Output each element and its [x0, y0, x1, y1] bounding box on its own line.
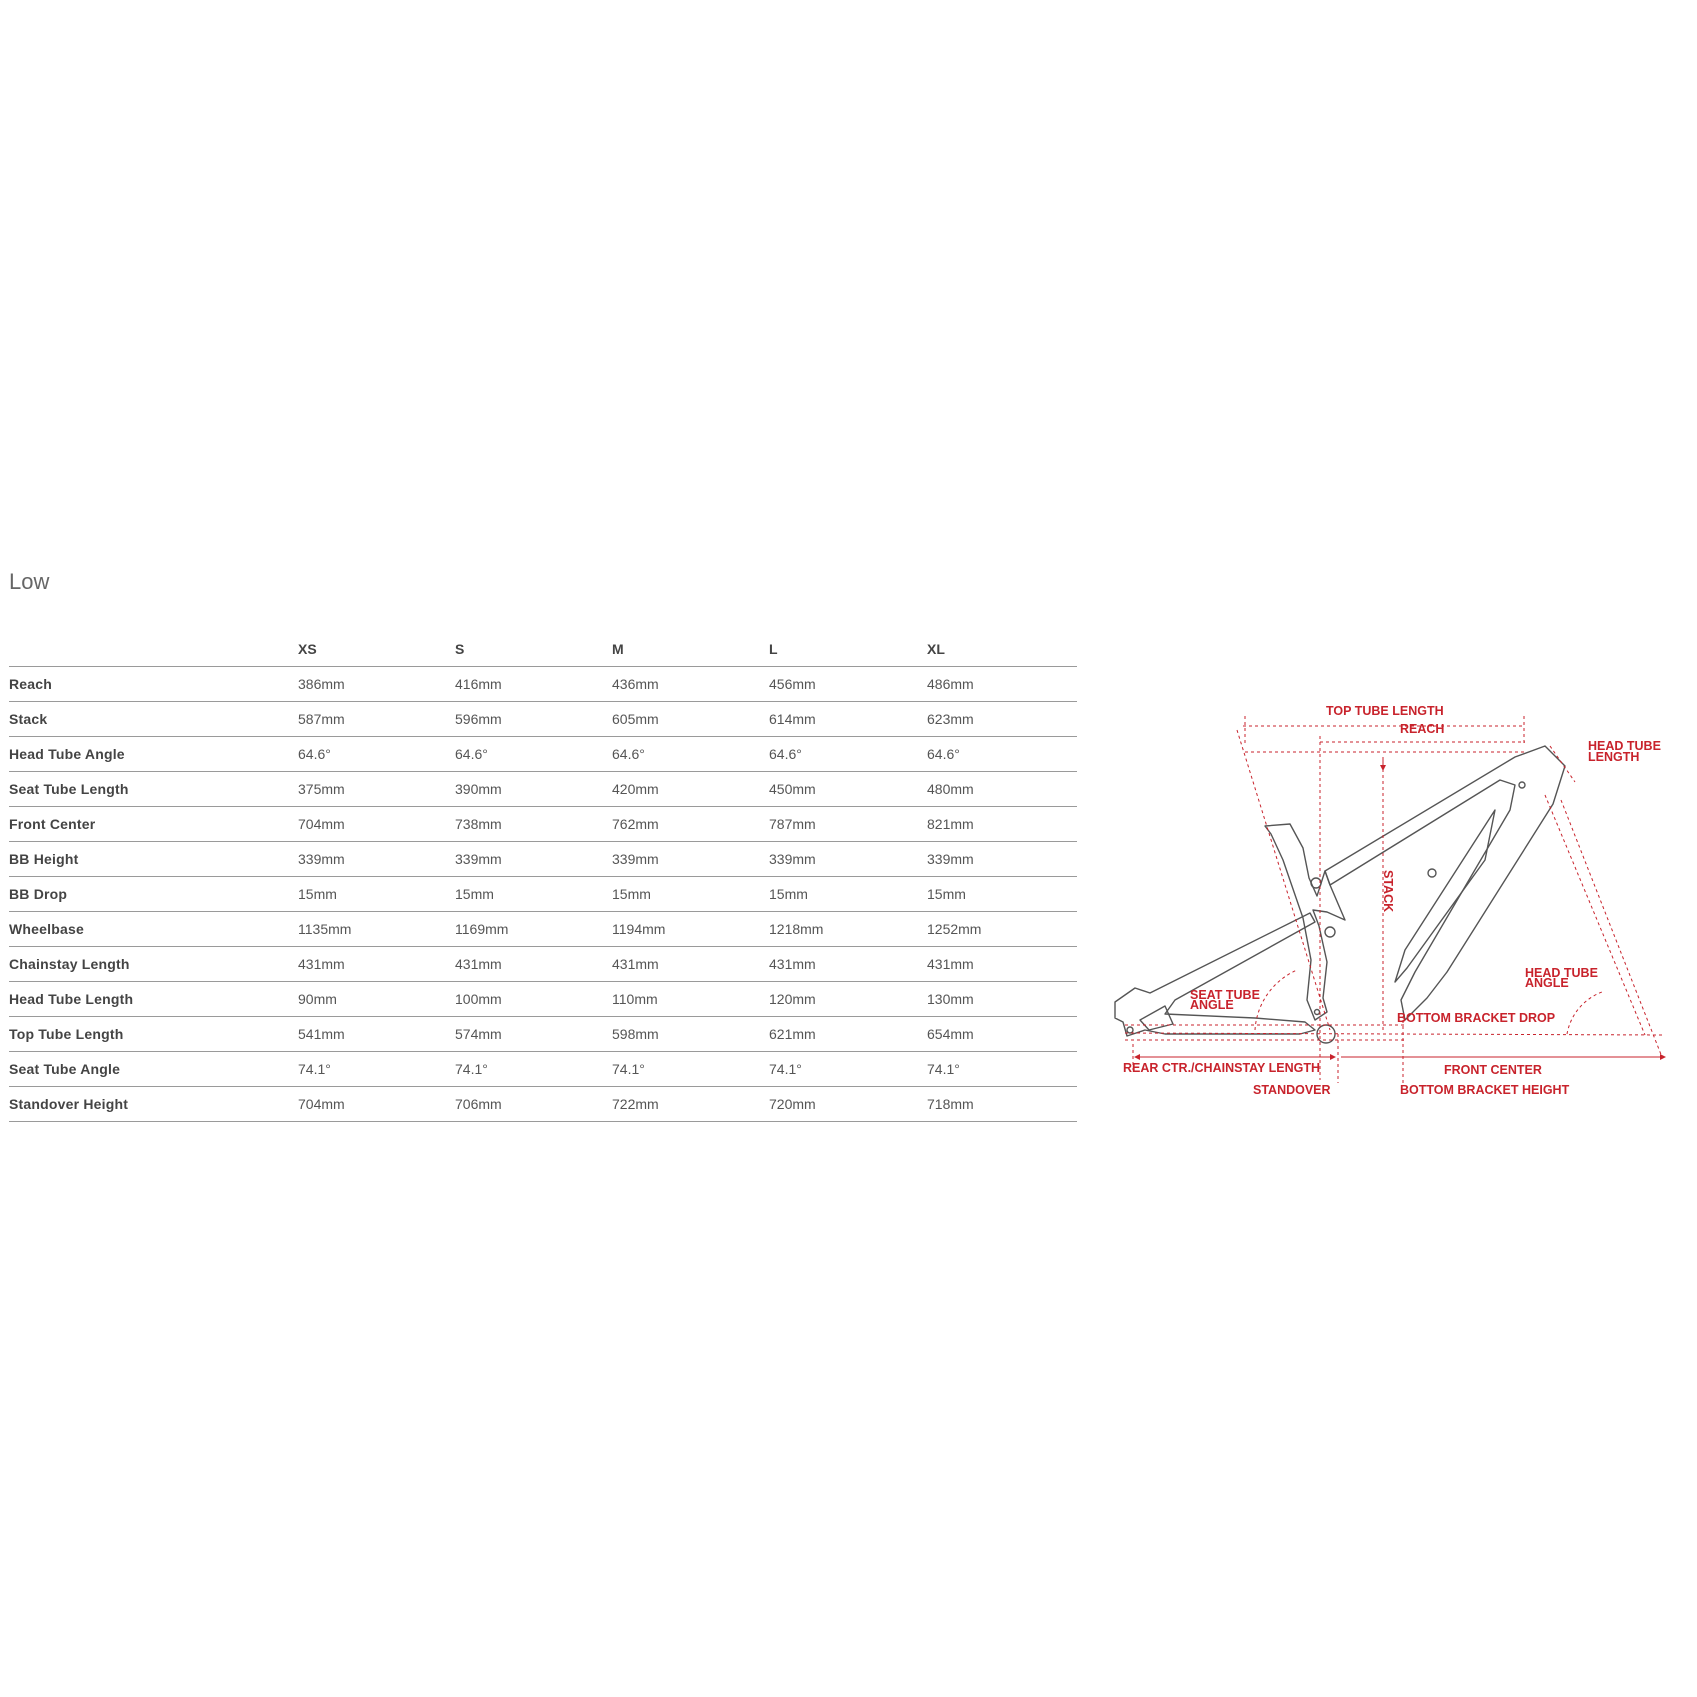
table-cell: 718mm: [927, 1087, 1077, 1122]
table-cell: 15mm: [298, 877, 455, 912]
row-label: Chainstay Length: [9, 947, 298, 982]
table-cell: 420mm: [612, 772, 769, 807]
table-cell: 64.6°: [769, 737, 927, 772]
table-cell: 480mm: [927, 772, 1077, 807]
table-cell: 1194mm: [612, 912, 769, 947]
table-cell: 339mm: [769, 842, 927, 877]
frame-geometry-diagram: [1105, 700, 1695, 1100]
table-cell: 339mm: [455, 842, 612, 877]
table-row: [9, 1087, 1077, 1122]
row-label: BB Height: [9, 842, 298, 877]
table-cell: 74.1°: [298, 1052, 455, 1087]
row-label: Stack: [9, 702, 298, 737]
table-cell: 621mm: [769, 1017, 927, 1052]
table-cell: 436mm: [612, 667, 769, 702]
column-header-m: M: [612, 632, 769, 667]
table-body: [9, 667, 1077, 1122]
table-cell: 574mm: [455, 1017, 612, 1052]
table-cell: 450mm: [769, 772, 927, 807]
table-cell: 74.1°: [769, 1052, 927, 1087]
table-cell: 390mm: [455, 772, 612, 807]
table-cell: 64.6°: [455, 737, 612, 772]
label-reach: REACH: [1400, 722, 1445, 736]
table-row: [9, 737, 1077, 772]
label-seat-tube-angle-1: SEAT TUBE: [1190, 988, 1260, 1002]
table-row: [9, 877, 1077, 912]
column-header: [9, 632, 298, 667]
table-cell: 120mm: [769, 982, 927, 1017]
table-row: [9, 702, 1077, 737]
table-row: [9, 807, 1077, 842]
table-cell: 1135mm: [298, 912, 455, 947]
label-bottom-bracket-drop: BOTTOM BRACKET DROP: [1397, 1011, 1556, 1025]
table-cell: 15mm: [927, 877, 1077, 912]
table-cell: 375mm: [298, 772, 455, 807]
table-row: [9, 1017, 1077, 1052]
bike-frame: [1115, 746, 1565, 1043]
table-cell: 431mm: [927, 947, 1077, 982]
table-cell: 704mm: [298, 1087, 455, 1122]
table-row: [9, 982, 1077, 1017]
table-cell: 787mm: [769, 807, 927, 842]
label-seat-tube-angle-2: ANGLE: [1190, 998, 1234, 1012]
row-label: Standover Height: [9, 1087, 298, 1122]
label-top-tube-length: TOP TUBE LENGTH: [1326, 704, 1444, 718]
table-cell: 623mm: [927, 702, 1077, 737]
table-cell: 762mm: [612, 807, 769, 842]
table-cell: 1252mm: [927, 912, 1077, 947]
row-label: Wheelbase: [9, 912, 298, 947]
table-cell: 541mm: [298, 1017, 455, 1052]
section-title: Low: [9, 569, 50, 594]
table-cell: 64.6°: [298, 737, 455, 772]
label-head-tube-length-1: HEAD TUBE: [1588, 739, 1661, 753]
table-cell: 90mm: [298, 982, 455, 1017]
column-header-xs: XS: [298, 632, 455, 667]
column-header-s: S: [455, 632, 612, 667]
table-row: [9, 1052, 1077, 1087]
table-cell: 74.1°: [612, 1052, 769, 1087]
table-cell: 722mm: [612, 1087, 769, 1122]
table-header-row: [9, 632, 1077, 667]
column-header-xl: XL: [927, 632, 1077, 667]
row-label: Seat Tube Angle: [9, 1052, 298, 1087]
table-cell: 598mm: [612, 1017, 769, 1052]
geometry-table: [9, 632, 1077, 1122]
label-head-tube-angle-2: ANGLE: [1525, 976, 1569, 990]
table-cell: 654mm: [927, 1017, 1077, 1052]
row-label: Head Tube Angle: [9, 737, 298, 772]
row-label: Head Tube Length: [9, 982, 298, 1017]
row-label: Top Tube Length: [9, 1017, 298, 1052]
table-cell: 416mm: [455, 667, 612, 702]
table-cell: 720mm: [769, 1087, 927, 1122]
table-row: [9, 842, 1077, 877]
label-standover: STANDOVER: [1253, 1083, 1331, 1097]
table-cell: 15mm: [612, 877, 769, 912]
table-cell: 706mm: [455, 1087, 612, 1122]
row-label: Reach: [9, 667, 298, 702]
table-cell: 339mm: [298, 842, 455, 877]
table-cell: 130mm: [927, 982, 1077, 1017]
table-cell: 605mm: [612, 702, 769, 737]
table-cell: 74.1°: [927, 1052, 1077, 1087]
table-cell: 614mm: [769, 702, 927, 737]
row-label: Front Center: [9, 807, 298, 842]
table-cell: 431mm: [455, 947, 612, 982]
table-cell: 704mm: [298, 807, 455, 842]
table-cell: 339mm: [927, 842, 1077, 877]
table-cell: 386mm: [298, 667, 455, 702]
table-cell: 15mm: [769, 877, 927, 912]
table-cell: 1169mm: [455, 912, 612, 947]
label-head-tube-length-2: LENGTH: [1588, 750, 1640, 764]
table-cell: 339mm: [612, 842, 769, 877]
table-cell: 74.1°: [455, 1052, 612, 1087]
table-cell: 456mm: [769, 667, 927, 702]
table-row: [9, 772, 1077, 807]
table-row: [9, 912, 1077, 947]
table-cell: 431mm: [612, 947, 769, 982]
label-rear-center: REAR CTR./CHAINSTAY LENGTH: [1123, 1061, 1321, 1075]
table-cell: 110mm: [612, 982, 769, 1017]
label-stack: STACK: [1381, 870, 1395, 913]
table-row: [9, 947, 1077, 982]
table-cell: 596mm: [455, 702, 612, 737]
table-cell: 431mm: [298, 947, 455, 982]
table-cell: 100mm: [455, 982, 612, 1017]
row-label: BB Drop: [9, 877, 298, 912]
row-label: Seat Tube Length: [9, 772, 298, 807]
table-cell: 821mm: [927, 807, 1077, 842]
column-header-l: L: [769, 632, 927, 667]
table-cell: 587mm: [298, 702, 455, 737]
table-cell: 64.6°: [612, 737, 769, 772]
table-cell: 738mm: [455, 807, 612, 842]
table-cell: 486mm: [927, 667, 1077, 702]
table-cell: 15mm: [455, 877, 612, 912]
table-cell: 431mm: [769, 947, 927, 982]
table-cell: 1218mm: [769, 912, 927, 947]
label-bottom-bracket-height: BOTTOM BRACKET HEIGHT: [1400, 1083, 1570, 1097]
label-head-tube-angle-1: HEAD TUBE: [1525, 966, 1598, 980]
table-cell: 64.6°: [927, 737, 1077, 772]
label-front-center: FRONT CENTER: [1444, 1063, 1542, 1077]
table-row: [9, 667, 1077, 702]
